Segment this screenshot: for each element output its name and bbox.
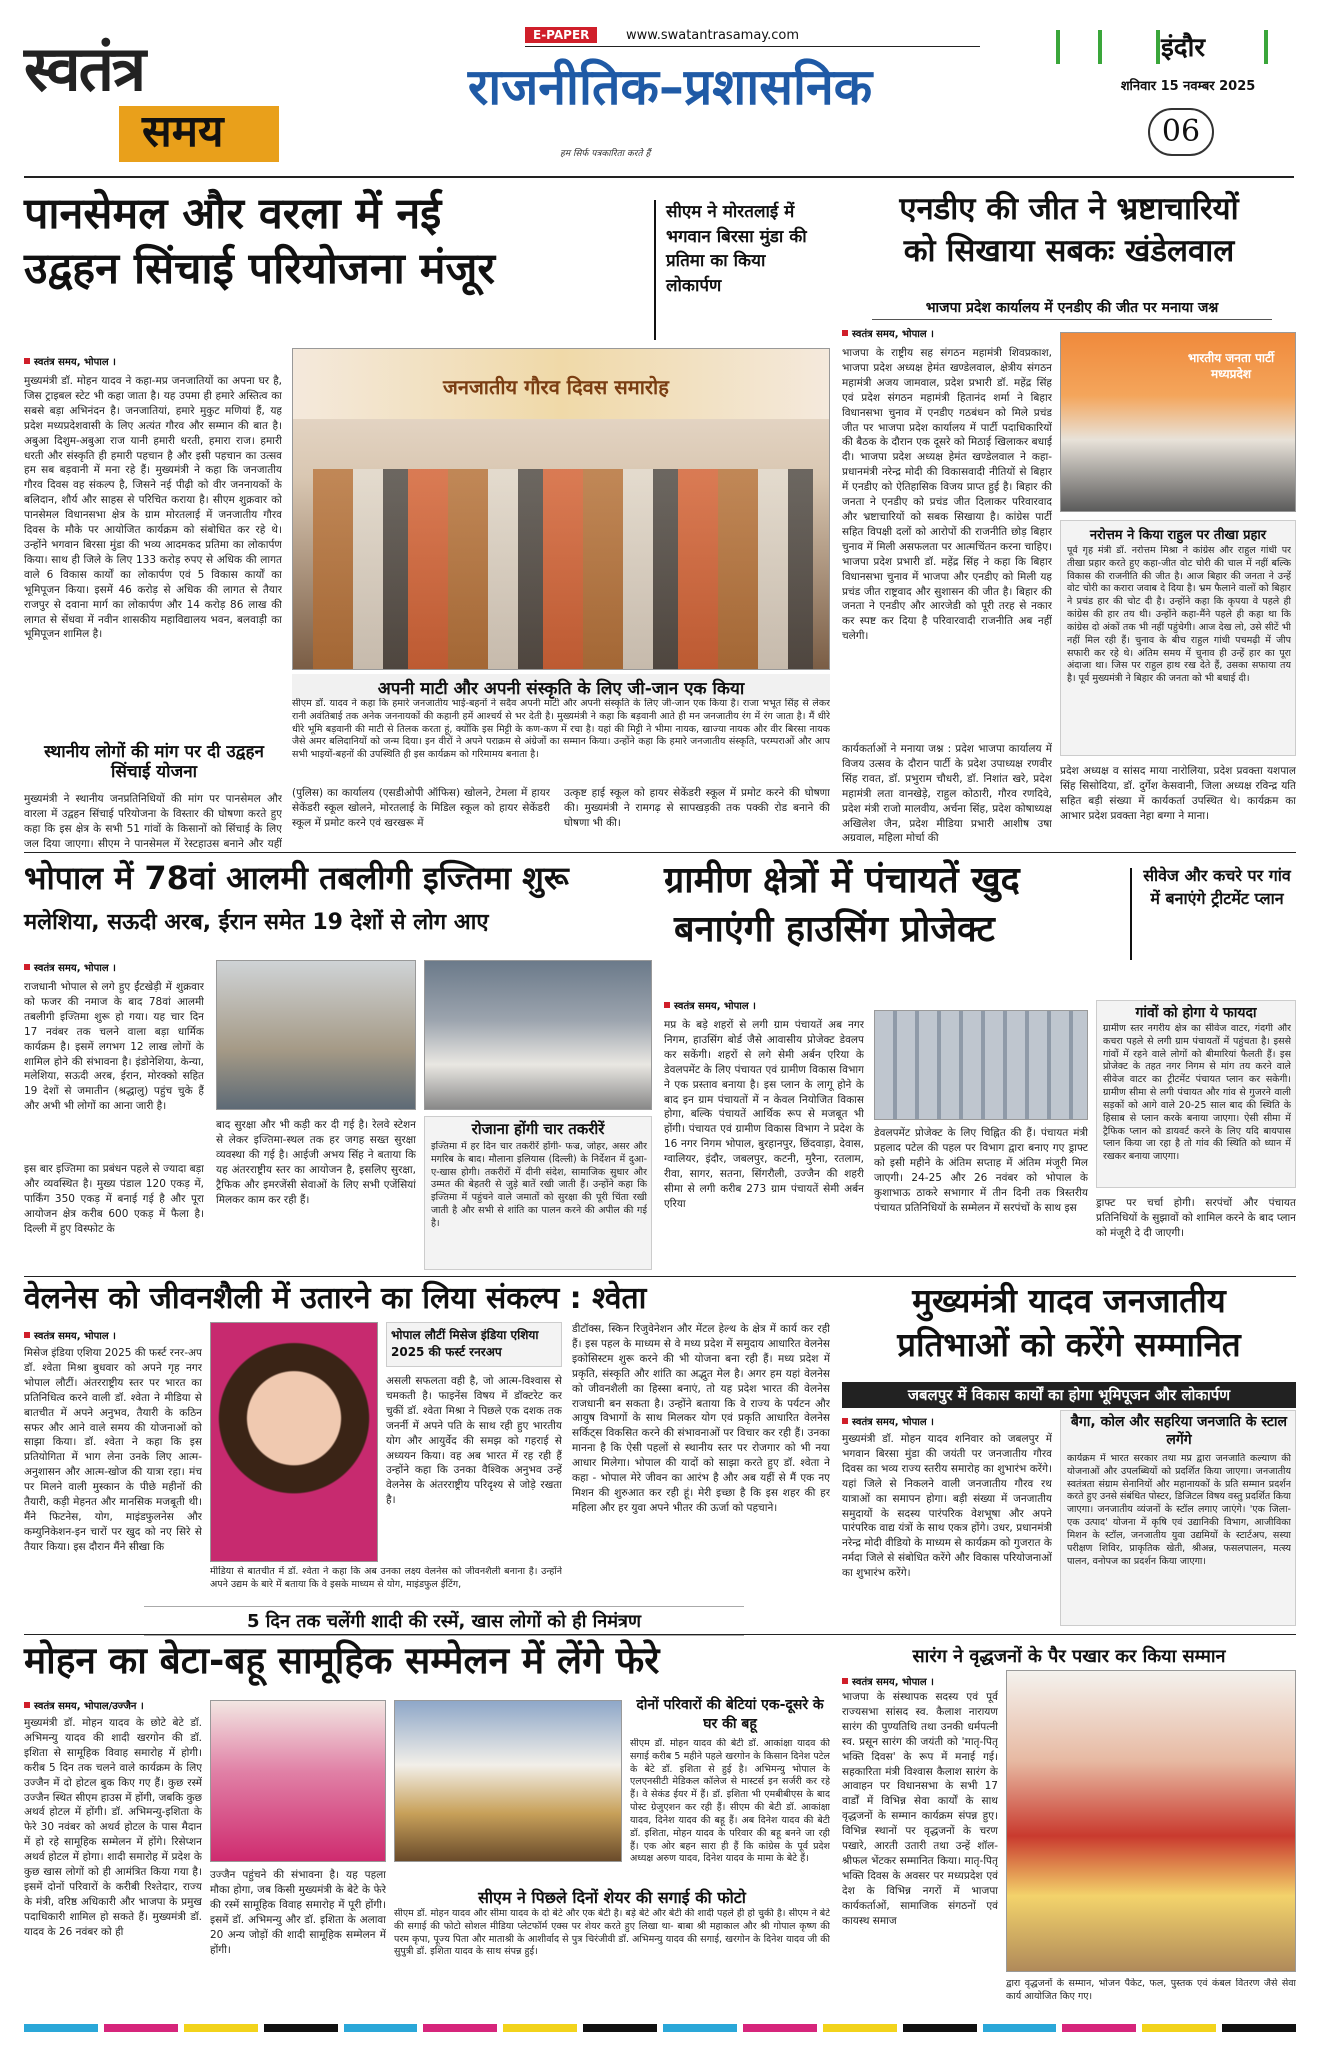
elder-honor-photo (1006, 1670, 1296, 1972)
article-pansemal (24, 186, 834, 850)
byline-text: स्वतंत्र समय, भोपाल । (852, 329, 934, 340)
body-column-1: मुख्यमंत्री डॉ. मोहन यादव के छोटे बेटे डॉ. अभिमन्यु यादव की शादी खरगोन की डॉ. इशिता से सामूहिक विवाह समारोह में होगी। करीब 5 दिन तक चलने वाले कार्यक्रम के लिए उज्जैन में दो होटल बुक किए गए हैं। कुछ रस्में उज्जैन स्थित सीएम हाउस में होंगी, जबकि कुछ अथर्व होटल में होंगी। डॉ. अभिमन्यु-इशिता के फेरे 30 नवंबर को अथर्व होटल के पास मैदान में हो रहे सामूहिक सम्मेलन में होंगे। रिसेप्शन अथर्व होटल में होगा। शादी समारोह में प्रदेश के कुछ खास लोगों को ही आमंत्रित किया गया है। इसमें दोनों परिवारों के करीबी रिश्तेदार, राज्य के मंत्री, वरिष्ठ अधिकारी और भाजपा के प्रमुख पदाधिकारी शामिल हो सकते हैं। मुख्यमंत्री डॉ. यादव के 26 नवंबर को ही (24, 1717, 202, 1938)
caption: सीएम डॉ. मोहन यादव और सीमा यादव के दो बेटे और एक बेटी है। बड़े बेटे और बेटी की शादी पहले ही हो चुकी है। सीएम ने बेटे की सगाई की फोटो सोशल मीडिया प्लेटफॉर्म एक्स पर शेयर करते हुए लिखा था- बाबा श्री महाकाल और श्री गोपाल कृष्ण की परम कृपा, पूज्य पिता और माताश्री के आशीर्वाद से पुत्र चिरंजीवी डॉ. अभिमन्यु यादव की सगाई, खरगोन के दिनेश यादव जी की सुपुत्री डॉ. इशिता यादव के साथ संपन्न हुई। (394, 1908, 830, 1958)
logo (24, 32, 274, 164)
headline-line-1: एनडीए की जीत ने भ्रष्टाचारियों (899, 191, 1239, 227)
housing-photo (874, 1010, 1088, 1120)
event-photo (292, 348, 830, 670)
bjp-celebration-photo (1060, 332, 1296, 512)
body-column-1: मिसेज इंडिया एशिया 2025 की फर्स्ट रनर-अप डॉ. श्वेता मिश्रा बुधवार को अपने गृह नगर भोपाल लौटीं। अंतरराष्ट्रीय स्तर पर भारत का प्रतिनिधित्व करने वाली डॉ. श्वेता ने मीडिया से बातचीत में अपने अनुभव, तैयारी के कठिन सफर और आने वाले समय की योजनाओं को साझा किया। डॉ. श्वेता ने कहा कि इस प्रतियोगिता में भाग लेना उनके लिए आत्म-अनुशासन और आत्म-खोज की यात्रा रहा। मंच पर मिलने वाली मुस्कान के पीछे महीनों की तैयारी, कड़ी मेहनत और मानसिक मजबूती थी। मैंने फिटनेस, योग, माइंडफुलनेस और कम्युनिकेशन-इन चारों पर खुद को नए सिरे से तैयार किया। इस दौरान मैंने सीखा कि (24, 1347, 202, 1553)
divider-row-2 (24, 1276, 1296, 1277)
headline (24, 190, 644, 295)
body-column-1: मुख्यमंत्री डॉ. मोहन यादव शनिवार को जबलपुर में भगवान बिरसा मुंडा की जयंती पर जनजातीय गौरव दिवस का भव्य राज्य स्तरीय समारोह का शुभारंभ करेंगे। यहां जिले से निकलने वाली जनजातीय गौरव रथ यात्राओं का समापन होगा। बड़ी संख्या में जनजातीय समुदायों के सदस्य पारंपरिक वेशभूषा और अपने पारंपरिक वाद्य यंत्रों के साथ एकत्र होंगे। उधर, प्रधानमंत्री नरेन्द्र मोदी वीडियो के माध्यम से कार्यक्रम को गुजरात के नर्मदा जिले से संबोधित करेंगे और विकास परियोजनाओं का शुभारंभ करेंगे। (842, 1433, 1052, 1580)
byline-marker (24, 358, 30, 364)
headline (664, 860, 1124, 951)
body-column-2: डेवलपमेंट प्रोजेक्ट के लिए चिह्नित की हैं। पंचायत मंत्री प्रहलाद पटेल की पहल पर विभाग द्वारा बनाए गए ड्राफ्ट को इसी महीने के अंतिम सप्ताह में अंतिम मंजूरी मिल जाएगी। 24-25 और 26 नवंबर को भोपाल के कुशाभाऊ ठाकरे सभागार में तीन दिनी तक त्रिस्तरीय पंचायत प्रतिनिधियों के सम्मेलन में सरपंचों के साथ इस (874, 1127, 1088, 1214)
byline-marker (842, 1678, 848, 1684)
masthead (0, 0, 1318, 178)
subhead-bar: भाजपा प्रदेश कार्यालय में एनडीए की जीत पर मनाया जश्न (872, 296, 1272, 320)
side-box-body: पूर्व गृह मंत्री डॉ. नरोत्तम मिश्रा ने कांग्रेस और राहुल गांधी पर तीखा प्रहार करते हुए कहा-जीत वोट चोरी की चाल में नहीं बल्कि विकास की राजनीति की जीत है। आज बिहार की जनता ने उन्हें वोट चोरी का करारा जवाब दे दिया है। भ्रम फैलाने वालों को बिहार ने प्रचंड हार की चोट दी है। उन्होंने कहा कि कृपया वे पहले ही कांग्रेस की हार तय थी। उन्होंने कहा-मैंने पहले ही कहा था कि कांग्रेस दो अंकों तक भी नहीं पहुंचेगी। आज देख लो, उसे सीटें भी नहीं मिल रही हैं। चुनाव के बीच राहुल गांधी पचमढ़ी में जीप सफारी कर रहे थे। अंतिम समय में चुनाव ही उन्हें हार का पूरा अंदाजा था। जिस पर राहुल हाथ रख देते हैं, उसका सफाया तय है। पूर्व मुख्यमंत्री ने बिहार की जनता को भी बधाई दी। (1067, 545, 1291, 685)
body-column-2: बाद सुरक्षा और भी कड़ी कर दी गई है। रेलवे स्टेशन से लेकर इज्तिमा-स्थल तक हर जगह सख्त सुरक्षा व्यवस्था की गई है। आईजी अभय सिंह ने बताया कि यह अंतरराष्ट्रीय स्तर का आयोजन है, इसलिए सुरक्षा, ट्रैफिक और इमरजेंसी सेवाओं के लिए सभी एजेंसियां मिलकर काम कर रही हैं। (216, 1119, 416, 1206)
body-column-3: उत्कृष्ट हाई स्कूल को हायर सेकेंडरी स्कूल में प्रमोट करने की घोषणा की। मुख्यमंत्री ने रामगढ़ से सापखड़की तक पक्की रोड बनाने की घोषणा भी की। (564, 787, 830, 829)
subheading: स्थानीय लोगों की मांग पर दी उद्वहन सिंचाई योजना (44, 742, 264, 783)
headline-line-1: मुख्यमंत्री यादव जनजातीय (912, 1281, 1226, 1320)
photo-caption: मीडिया से बातचीत में डॉ. श्वेता ने कहा कि अब उनका लक्ष्य वेलनेस को जीवनशैली बनाना है। उन्होंने अपने उद्यम के बारे में बताया कि वे इसके माध्यम से योग, माइंडफुल ईटिंग, (210, 1566, 562, 1590)
side-box (1060, 520, 1296, 756)
body-column-1: भाजपा के राष्ट्रीय सह संगठन महामंत्री शिवप्रकाश, भाजपा प्रदेश अध्यक्ष हेमंत खण्डेलवाल, क्षेत्रीय संगठन महामंत्री अजय जामवाल, प्रदेश प्रभारी डॉ. महेंद्र सिंह एवं प्रदेश संगठन महामंत्री हितानंद शर्मा ने बिहार विधानसभा चुनाव में एनडीए गठबंधन को मिले प्रचंड जीत पर भाजपा प्रदेश कार्यालय में पार्टी पदाधिकारियों की बैठक के दौरान एक दूसरे को मिठाई खिलाकर बधाई दी। भाजपा प्रदेश अध्यक्ष हेमंत खण्डेलवाल ने कहा-प्रधानमंत्री नरेन्द्र मोदी की विकासवादी नीतियों से बिहार में एनडीए को ऐतिहासिक विजय प्राप्त हुई है। बिहार की जनता ने एनडीए को प्रचंड जीत दिलाकर परिवारवाद और भ्रष्टाचारियों को सबक सिखाया है। कांग्रेस पार्टी सहित विपक्षी दलों को आरोपों की राजनीति छोड़ बिहार चुनाव में मिली असफलता पर आत्मचिंतन करना चाहिए। भाजपा प्रदेश प्रभारी डॉ. महेंद्र सिंह ने कहा कि बिहार विधानसभा चुनाव में भाजपा और एनडीए को मिली यह प्रचंड जीत राष्ट्रवाद और सुशासन की जीत है। बिहार की जनता ने एनडीए और आरजेडी को पूरी तरह से नकार कर स्पष्ट कर दिया है परिवारवादी राजनीति अब नहीं चलेगी। (842, 347, 1052, 643)
page-number: 06 (1148, 108, 1214, 156)
side-box (1060, 1410, 1296, 1626)
crowd-photo (424, 960, 652, 1110)
headline-line-1: ग्रामीण क्षेत्रों में पंचायतें खुद (664, 860, 1020, 901)
byline-marker (24, 964, 30, 970)
logo-bottom: समय (142, 106, 224, 157)
divider-row-1 (24, 852, 1296, 853)
byline (842, 1674, 934, 1688)
byline-text: स्वतंत्र समय, भोपाल । (34, 357, 116, 368)
side-box-body: सीएम डॉ. मोहन यादव की बेटी डॉ. आकांक्षा यादव की सगाई करीब 5 महीने पहले खरगोन के किसान दिनेश पटेल के बेटे डॉ. इशिता से हुई है। अभिमन्यु भोपाल के एलएनसीटी मेडिकल कॉलेज से मास्टर्स इन सर्जरी कर रहे हैं। वे सेकंड ईयर में हैं। डॉ. इशिता भी एमबीबीएस के बाद पोस्ट ग्रेजुएशन कर रही हैं। सीएम की बेटी डॉ. आकांक्षा यादव, दिनेश यादव की बहू हैं। अब दिनेश यादव की बेटी डॉ. इशिता, मोहन यादव के परिवार की बहू बनने जा रही हैं। एक ओर बहन सारा ही हैं कि कांग्रेस के पूर्व प्रदेश अध्यक्ष अरुण यादव, दिनेश यादव के मामा के बेटे हैं। (630, 1738, 830, 1865)
epaper-label: E-PAPER (525, 27, 597, 43)
headline-line-1: पानसेमल और वरला में नई (24, 189, 442, 239)
headline: मोहन का बेटा-बहू सामूहिक सम्मेलन में लेंगे फेरे (24, 1639, 660, 1682)
sidebar-divider (1130, 868, 1132, 960)
logo-top: स्वतंत्र (24, 32, 145, 105)
article-cm-son-wedding (24, 1640, 830, 2030)
side-box-body: इज्तिमा में हर दिन चार तकरीरें होंगी- फज्र, जोहर, असर और मगरिब के बाद। मौलाना इलियास (दिल्ली) के निर्देशन में दुआ-ए-खास होगी। तकरीरों में दीनी संदेश, सामाजिक सुधार और उम्मत की बेहतरी से जुड़े बातें रखी जाती हैं। उन्होंने कहा कि इज्तिमा में पहुंचने वाले जमातों को सुरक्षा की पूरी चिंता रखी जाती है और सभी से शांति का पालन करने की अपील की गई है। (431, 1141, 647, 1229)
body-column-1: भाजपा के संस्थापक सदस्य एवं पूर्व राज्यसभा सांसद स्व. कैलाश नारायण सारंग की पुण्यतिथि तथा उनकी धर्मपत्नी स्व. प्रसून सारंग की जयंती को 'मातृ-पितृ भक्ति दिवस' के रूप में मनाई गई। सहकारिता मंत्री विश्वास कैलाश सारंग के आवाहन पर विधानसभा के सभी 17 वार्डों में विभिन्न सेवा कार्यों के साथ वृद्धजनों के सम्मान कार्यक्रम संपन्न हुए। विभिन्न स्थानों पर वृद्धजनों के चरण पखारे, आरती उतारी तथा उन्हें शॉल-श्रीफल भेंटकर सम्मानित किया। मातृ-पितृ भक्ति दिवस के अवसर पर मध्यप्रदेश एवं देश के विभिन्न नगरों में भाजपा कार्यकर्ताओं, सामाजिक संगठनों एवं कायस्थ समाज (842, 1691, 998, 1927)
byline-marker (664, 1002, 670, 1008)
headline: वेलनेस को जीवनशैली में उतारने का लिया संकल्प : श्वेता (24, 1281, 647, 1316)
side-box (1096, 1000, 1296, 1188)
photo-caption-title: अपनी माटी और अपनी संस्कृति के लिए जी-जान एक किया (292, 674, 830, 701)
event-banner-text: जनजातीय गौरव दिवस समारोह (443, 375, 669, 399)
tagline: हम सिर्फ पत्रकारिता करते हैं (560, 149, 651, 159)
photo-caption: द्वारा वृद्धजनों के सम्मान, भोजन पैकेट, फल, पुस्तक एवं कंबल वितरण जैसे सेवा कार्य आयोजित किए गए। (1006, 1978, 1296, 2002)
byline-marker (24, 1332, 30, 1338)
byline-marker (842, 330, 848, 336)
photo-caption: सीएम डॉ. यादव ने कहा कि हमारे जनजातीय भाई-बहनों ने सदैव अपनी माटी और अपनी संस्कृति के लिए जी-जान एक किया है। राजा भभूत सिंह से लेकर रानी अवंतिबाई तक अनेक जननायकों की कहानी हमें आश्चर्य से भर देती है। मुख्यमंत्री ने कहा कि बड़वानी आते ही मन जनजातीय रंग में रंग जाता है। मैं धीरे धीरे भूमि बड़वानी की माटी से तिलक करता हूं, क्योंकि इस मिट्टी के कण-कण में रचा है। यहां की मिट्टी ने भीमा नायक, खाज्या नायक और वीर बिरसा नायक जैसे अमर बलिदानियों को जन्म दिया। इन वीरों ने अपने पराक्रम से अंग्रेजों का सम्मान किया। उन्होंने कहा कि हमारे जनजातीय संस्कृति, परम्पराओं और आप सभी भाइयों-बहनों की उपस्थिति ही इस कार्यक्रम को गरिमामय बनाता है। (292, 698, 830, 761)
portrait-photo (210, 1322, 378, 1562)
couple-photo-2 (394, 1700, 622, 1862)
headline-line-2: उद्वहन सिंचाई परियोजना मंजूर (24, 244, 495, 295)
city-name: इंदौर (1161, 33, 1205, 63)
couple-photo-1 (210, 1700, 386, 1862)
body-column-1b: इस बार इज्तिमा का प्रबंधन पहले से ज्यादा बड़ा और व्यवस्थित है। मुख्य पंडाल 120 एकड़ में, पार्किंग 350 एकड़ में बनाई गई है और पूरा आयोजन क्षेत्र करीब 600 एकड़ में फैला है। दिल्ली में हुए विस्फोट के (24, 1163, 204, 1235)
body-column-3: डीटॉक्स, स्किन रिजुवेनेशन और मेंटल हेल्थ के क्षेत्र में कार्य कर रही हैं। इस पहल के माध्यम से वे मध्य प्रदेश में समुदाय आधारित वेलनेस इकोसिस्टम शुरू करने की भी योजना बना रही हैं। मध्य प्रदेश में प्रकृति, संस्कृति और शांति का अद्भुत मेल है। अगर हम यहां वेलनेस को जीवनशैली का हिस्सा बनाएं, तो यह प्रदेश भारत की वेलनेस राजधानी बन सकता है। उन्होंने बताया कि वे राज्य के पर्यटन और आयुष विभागों के साथ मिलकर योग एवं प्रकृति आधारित वेलनेस सर्किट्स विकसित करने की संभावनाओं पर विचार कर रही हैं। उनका मानना है कि ऐसी पहलों से स्थानीय स्तर पर रोजगार को भी नया आधार मिलेगा। भोपाल की यादों को साझा करते हुए डॉ. श्वेता ने कहा - भोपाल मेरे जीवन का आरंभ है और अब यहीं से मैं एक नए मिशन की शुरुआत कर रही हूं। मेरी इच्छा है कि इस शहर की हर महिला और हर युवा अपने भीतर की ऊर्जा को पहचाने। (572, 1323, 830, 1514)
byline-text: स्वतंत्र समय, भोपाल/उज्जैन । (34, 1701, 144, 1712)
headline: सारंग ने वृद्धजनों के पैर पखार कर किया सम्मान (912, 1646, 1226, 1667)
masthead-bottom-rule (24, 176, 1294, 178)
side-box (424, 1116, 652, 1270)
body-column-2: उज्जैन पहुंचने की संभावना है। यह पहला मौका होगा, जब किसी मुख्यमंत्री के बेटे के फेरे की रस्में सामूहिक विवाह समारोह में पूरी होंगी। इसमें डॉ. अभिमन्यु और डॉ. इशिता के अलावा 20 अन्य जोड़ों की शादी सामूहिक सम्मेलन में होंगी। (210, 1869, 386, 1956)
side-box-title: गांवों को होगा ये फायदा (1135, 1005, 1257, 1021)
byline-text: स्वतंत्र समय, भोपाल । (852, 1677, 934, 1688)
article-sarang (842, 1640, 1296, 2030)
masthead-rule (525, 46, 980, 47)
byline (24, 960, 116, 974)
subheadline: मलेशिया, सऊदी अरब, ईरान समेत 19 देशों से लोग आए (24, 910, 489, 935)
article-wellness (24, 1282, 830, 1630)
byline-text: स्वतंत्र समय, भोपाल । (34, 963, 116, 974)
side-box-title: नरोत्तम ने किया राहुल पर तीखा प्रहार (1089, 528, 1267, 543)
byline (842, 1414, 934, 1428)
side-box-body: कार्यक्रम में भारत सरकार तथा मप्र द्वारा जनजाति कल्याण की योजनाओं और उपलब्धियों को प्रदर्शित किया जाएगा। जनजातीय स्वतंत्रता संग्राम सेनानियों और महानायकों के प्रति सम्मान प्रदर्शन करते हुए उनसे संबंधित पोस्टर, डिजिटल विषय वस्तु प्रदर्शित किया जाएगा। जनजातीय व्यंजनों के स्टॉल लगाए जाएंगे। 'एक जिला-एक उत्पाद' योजना में कृषि एवं उद्यानिकी विभाग, आजीविका मिशन के स्टॉल, जनजातीय युवा उद्यमियों के स्टार्टअप, सस्या परीक्षण शिविर, प्राकृतिक खेती, श्रीअन्न, फसलपालन, मत्स्य पालन, वनोपज का प्रदर्शन किया जाएगा। (1067, 1453, 1291, 1567)
section-title: राजनीतिक–प्रशासनिक (467, 58, 873, 116)
body-column-3: ड्राफ्ट पर चर्चा होगी। सरपंचों और पंचायत प्रतिनिधियों के सुझावों को शामिल करने के बाद प्लान को मंजूरी दे दी जाएगी। (1096, 1197, 1296, 1239)
caption-title: सीएम ने पिछले दिनों शेयर की सगाई की फोटो (478, 1888, 746, 1907)
byline-marker (842, 1418, 848, 1424)
divider-row-3 (24, 1634, 1296, 1635)
article-nda-victory (842, 186, 1296, 846)
issue-date: शनिवार 15 नवम्बर 2025 (1120, 79, 1256, 94)
body-column-2: प्रदेश अध्यक्ष व सांसद माया नारोलिया, प्रदेश प्रवक्ता यशपाल सिंह सिसोदिया, डॉ. दुर्गेश केसवानी, जिला अध्यक्ष रविन्द्र यति सहित बड़ी संख्या में कार्यकर्ता उपस्थित थे। कार्यक्रम का आभार प्रदेश प्रवक्ता नेहा बग्गा ने माना। (1060, 765, 1296, 822)
side-label: भोपाल लौटीं मिसेज इंडिया एशिया 2025 की फर्स्ट रनरअप (386, 1322, 562, 1367)
body-column-1b: मुख्यमंत्री ने स्थानीय जनप्रतिनिधियों की मांग पर पानसेमल और वारला में उद्वहन सिंचाई परियोजना के विस्तार की घोषणा करते हुए कहा कि इस क्षेत्र के सभी 51 गांवों के किसानों को सिंचाई के लिए जल दिया जाएगा। सीएम ने पानसेमल में रेस्टहाउस बनाने और यहीं (24, 793, 282, 850)
headline-line-2: बनाएंगी हाउसिंग प्रोजेक्ट (674, 909, 995, 951)
headline: भोपाल में 78वां आलमी तबलीगी इज्तिमा शुरू (24, 859, 569, 897)
side-box-title: रोजाना होंगी चार तकरीरें (471, 1120, 605, 1138)
footer-bar: 5 दिन तक चलेंगी शादी की रस्में, खास लोगों को ही निमंत्रण (144, 1606, 744, 1636)
byline-text: स्वतंत्र समय, भोपाल । (852, 1417, 934, 1428)
byline-text: स्वतंत्र समय, भोपाल । (674, 1001, 756, 1012)
body-column-2: (पुलिस) का कार्यालय (एसडीओपी ऑफिस) खोलने, टेमला में हायर सेकेंडरी स्कूल खोलने, मोरतलाई के मिडिल स्कूल को हायर सेकेंडरी स्कूल में प्रमोट करने एवं खरखरू में (292, 787, 550, 829)
headline-line-2: प्रतिभाओं को करेंगे सम्मानित (897, 1324, 1241, 1364)
website-link[interactable]: www.swatantrasamay.com (626, 28, 800, 43)
body-column-1: मुख्यमंत्री डॉ. मोहन यादव ने कहा-मप्र जनजातियों का अपना घर है, जिस ट्राइबल स्टेट भी कहा जाता है। यह उपमा ही हमारे अस्तित्व का सबसे बड़ा अभिनंदन है। जनजातियां, हमारे मुकुट मणियां हैं, यह प्रदेश मध्यप्रदेशवासी के लिए अत्यंत गौरव और सम्मान की बात है। अबुआ दिशुम-अबुआ राज यानी हमारी धरती, हमारा राज। हमारी धरती और संस्कृति ही हमारी पहचान है और इसी पहचान का उत्सव हम सब बड़वानी में मना रहे हैं। मुख्यमंत्री ने कहा कि जनजातीय गौरव दिवस वह संकल्प है, जिसने नई पीढ़ी को वीर जननायकों के बलिदान, शौर्य और साहस से परिचित कराया है। सीएम शुक्रवार को पानसेमल विधानसभा क्षेत्र के ग्राम मोरतलाई में जनजातीय गौरव दिवस के मौके पर आयोजित कार्यक्रम को संबोधित कर रहे थे। उन्होंने भगवान बिरसा मुंडा की भव्य आदमकद प्रतिमा का लोकार्पण किया। साथ ही जिले के लिए 133 करोड़ रुपए से अधिक की लागत वाले 6 विकास कार्यों का लोकार्पण एवं 5 विकास कार्यों का भूमिपूजन किया। इसमें 46 करोड़ से अधिक की लागत से तैयार राजपुर से दवाना मार्ग का लोकार्पण और 14 करोड़ 86 लाख की लागत से सेंधवा में नवीन शासकीय महाविद्यालय भवन, बलवाड़ी का भूमिपूजन शामिल है। (24, 375, 282, 641)
byline-text: स्वतंत्र समय, भोपाल । (34, 1331, 116, 1342)
body-column-2: असली सफलता वही है, जो आत्म-विश्वास से चमकती है। फाइनेंस विषय में डॉक्टरेट कर चुकीं डॉ. श्वेता मिश्रा ने पिछले एक दशक तक जनर्नी में अपने पति के साथ रही हुए भारतीय योग और आयुर्वेद की समझ को गहराई से अध्ययन किया। वह अब भारत में रह रही हैं उन्होंने कहा कि उनका वैश्विक अनुभव उन्हें वेलनेस के अंतरराष्ट्रीय परिदृश्य से जोड़े रखता है। (386, 1375, 562, 1507)
byline-marker (24, 1702, 30, 1708)
side-box (630, 1696, 830, 1878)
byline (24, 1328, 116, 1342)
body-column-1b: कार्यकर्ताओं ने मनाया जश्न : प्रदेश भाजपा कार्यालय में विजय उत्सव के दौरान पार्टी के प्रदेश उपाध्यक्ष रणवीर सिंह रावत, डॉ. प्रभुराम चौधरी, डॉ. निशांत खरे, प्रदेश महामंत्री लता वानखेड़े, राहुल कोठारी, गौरव रणदिवे, प्रदेश मंत्री राजो मालवीय, अर्चना सिंह, प्रदेश कोषाध्यक्ष अखिलेश जैन, प्रदेश मीडिया प्रभारी आशीष उषा अग्रवाल, महिला मोर्चा की (842, 743, 1052, 845)
body-column-1: राजधानी भोपाल से लगे हुए ईंटखेड़ी में शुक्रवार को फजर की नमाज के बाद 78वां आलमी तबलीगी इज्तिमा शुरू हो गया। यह चार दिन 17 नवंबर तक चलने वाला बड़ा धार्मिक कार्यक्रम है। इसमें लगभग 12 लाख लोगों के शामिल होने की संभावना है। इंडोनेशिया, केन्या, मलेशिया, सऊदी अरब, ईरान, मोरक्को सहित 19 देशों से जमातीन (श्रद्धालु) पहुंच चुके हैं और अभी भी लोगों का आना जारी है। (24, 981, 204, 1113)
side-box-title: दोनों परिवारों की बेटियां एक-दूसरे के घर की बहू (636, 1697, 824, 1732)
sidebar-note: सीवेज और कचरे पर गांव में बनाएंगे ट्रीटमेंट प्लान (1143, 866, 1291, 909)
article-ijtema (24, 860, 652, 1270)
bottom-color-strip (24, 2024, 1296, 2032)
article-rural-housing (664, 860, 1296, 1270)
body-column-1: मप्र के बड़े शहरों से लगी ग्राम पंचायतें अब नगर निगम, हाउसिंग बोर्ड जैसे आवासीय प्रोजेक्ट डेवलप कर सकेंगी। शहरों से लगे सेमी अर्बन एरिया के डेवलपमेंट के लिए पंचायत एवं ग्रामीण विकास विभाग ने एक प्रस्ताव बनाया है। इस प्लान के लागू होने के बाद इन ग्राम पंचायतों में न केवल नियोजित विकास होगा, बल्कि पंचायतें आर्थिक रूप से मजबूत भी होंगी। पंचायत एवं ग्रामीण विकास विभाग ने प्रदेश के 16 नगर निगम भोपाल, बुरहानपुर, छिंदवाड़ा, देवास, ग्वालियर, इंदौर, जबलपुर, कटनी, मुरैना, रतलाम, रीवा, सागर, सतना, सिंगरौली, उज्जैन की शहरी सीमा से लगी करीब 273 ग्राम पंचायतें सेमी अर्बन एरिया (664, 1019, 864, 1210)
article-tribal-talent (842, 1282, 1296, 1630)
byline (24, 354, 116, 368)
sidebar-note: सीएम ने मोरतलाई में भगवान बिरसा मुंडा की प्रतिमा का किया लोकार्पण (666, 202, 807, 296)
headline (842, 192, 1296, 269)
security-photo (216, 960, 416, 1110)
crowd-shape (313, 469, 813, 669)
byline (24, 1698, 144, 1712)
side-box-title: बैगा, कोल और सहरिया जनजाति के स्टाल लगेंगे (1070, 1414, 1288, 1449)
subhead-bar: जबलपुर में विकास कार्यों का होगा भूमिपूजन और लोकार्पण (842, 1382, 1296, 1408)
byline (842, 326, 934, 340)
headline-line-2: को सिखाया सबकः खंडेलवाल (903, 232, 1235, 269)
headline (842, 1282, 1296, 1364)
sidebar-divider (654, 200, 656, 340)
side-box-body: ग्रामीण स्तर नगरीय क्षेत्र का सीवेज वाटर, गंदगी और कचरा पहले से लगी ग्राम पंचायतों में पहुंचता है। इससे गांवों में रहने वाले लोगों को बीमारियां फैलती हैं। इस प्रोजेक्ट के तहत नगर निगम से मांग तय करने वाले सीवेज वाटर का ट्रीटमेंट पंचायत प्लान कर सकेगी। ग्रामीण सीमा से लगी पंचायत और गांव से गुजरने वाली सड़कों को आगे वाले 20-25 साल बाद की स्थिति के हिसाब से प्लान करके बनाया जाएगा। ऐसी सीमा में ट्रैफिक प्लान को डायवर्ट करने के लिए यदि बायपास प्लान किया जा रहा है तो गांव की स्थिति को ध्यान में रखकर बनाया जाएगा। (1103, 1023, 1291, 1163)
byline (664, 998, 756, 1012)
bjp-banner-text: भारतीय जनता पार्टी मध्यप्रदेश (1187, 351, 1275, 381)
